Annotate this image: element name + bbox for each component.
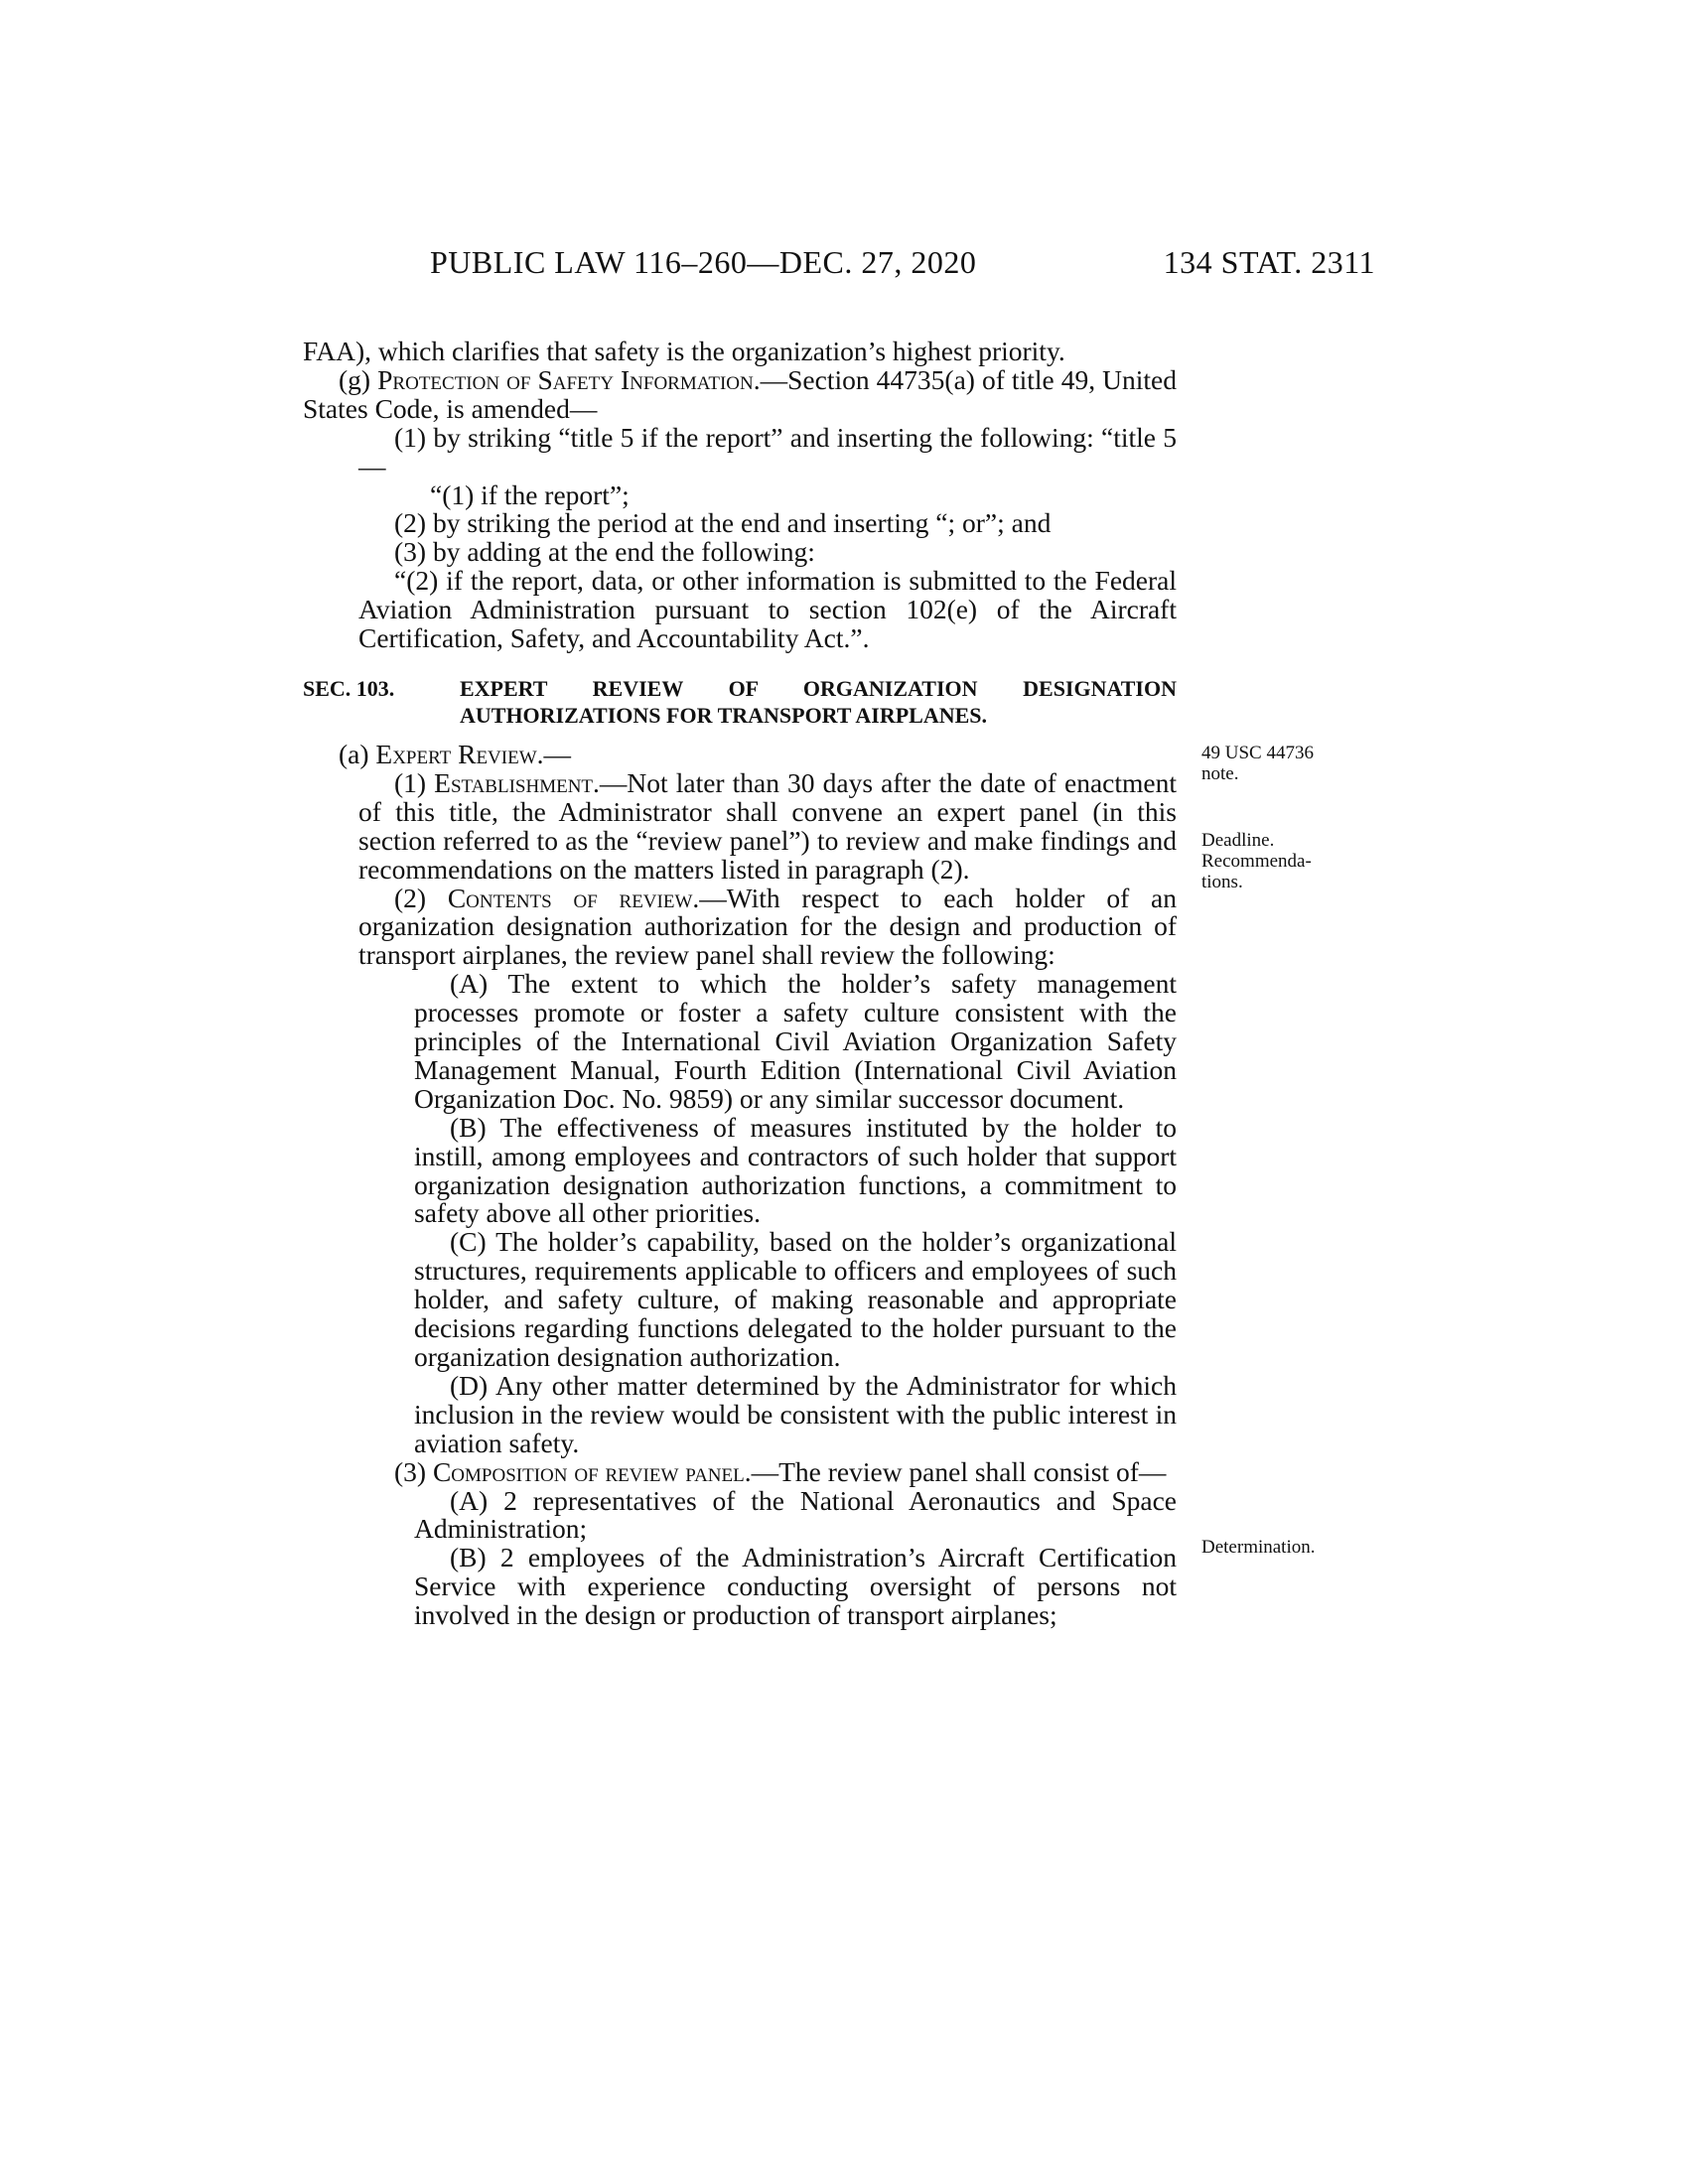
quoted-g3: “(2) if the report, data, or other information is submitted to the Federal Aviation Administration pursuant to section 102(e) of the Aircraft Certification, Safety, and Accountability Act.”.: [358, 565, 1177, 654]
paragraph-a1-text: .—Not later than 30 days after the date of enactment of this title, the Administrator shall convene an expert panel (in this section referred to as the “review panel”) to review and make findings and recommendations on the matters listed in paragraph (2).: [358, 766, 1177, 885]
margin-note-determination: [1201, 1537, 1316, 1558]
running-head-title: PUBLIC LAW 116–260—DEC. 27, 2020: [430, 244, 977, 280]
paragraph-g2: (2) by striking the period at the end and inserting “; or”; and: [394, 507, 1052, 539]
section-title-line-1: EXPERT REVIEW OF ORGANIZATION DESIGNATION: [460, 675, 1177, 701]
subparagraph-a2C: (C) The holder’s capability, based on the holder’s organizational structures, requirements applicable to officers and employees of such holder, and safety culture, of making reasonable and appropriate decisions regarding functions delegated to the holder pursuant to the organization designation authorization.: [414, 1226, 1177, 1372]
subparagraph-a3B: (B) 2 employees of the Administration’s Aircraft Certification Service with experience conducting oversight of persons not involved in the design or production of transport airplanes;: [414, 1542, 1177, 1631]
subsection-g-label: (g): [339, 363, 378, 395]
paragraph-a3-text: .—The review panel shall consist of—: [744, 1455, 1167, 1487]
margin-note-usc: [1201, 743, 1314, 784]
paragraph-a2-heading: Contents of review: [447, 882, 693, 913]
margin-note-recommendations-line-2: tions.: [1201, 872, 1243, 892]
paragraph-a2: [303, 882, 1177, 971]
margin-note-deadline: [1201, 830, 1312, 892]
subsection-a-label: (a): [339, 738, 376, 769]
subsection-g: [303, 363, 1178, 424]
paragraph-a3-label: (3): [394, 1455, 433, 1487]
paragraph-a2-label: (2): [394, 882, 448, 913]
paragraph-g1: (1) by striking “title 5 if the report” and inserting the following: “title 5—: [358, 421, 1177, 481]
subsection-a-dash: .—: [536, 738, 572, 769]
paragraph-a3: [303, 1455, 1177, 1487]
margin-note-usc-line-2: note.: [1201, 763, 1239, 784]
paragraph-a3-heading: Composition of review panel: [432, 1455, 745, 1487]
paragraph-a1: [303, 766, 1177, 885]
subsection-g-heading: Protection of Safety Information: [377, 363, 754, 395]
subsection-a: [303, 738, 1177, 769]
section-heading: [303, 675, 1177, 729]
subparagraph-a3A: (A) 2 representatives of the National Aeronautics and Space Administration;: [414, 1484, 1177, 1545]
paragraph-a1-heading: Establishment: [434, 766, 594, 798]
page-header: [303, 244, 1375, 292]
margin-note-determination-text: Determination.: [1201, 1537, 1316, 1558]
subsection-g-text: .—Section 44735(a) of title 49, United States Code, is amended—: [303, 363, 1178, 424]
paragraph-continuation: FAA), which clarifies that safety is the organization’s highest priority.: [303, 336, 1065, 366]
section-title-line-2: AUTHORIZATIONS FOR TRANSPORT AIRPLANES.: [460, 702, 987, 728]
paragraph-a2-text: .—With respect to each holder of an organization designation authorization for the design and production of transport airplanes, the review panel shall review the following:: [358, 882, 1177, 971]
section-number: SEC. 103.: [303, 675, 395, 701]
subparagraph-a2B: (B) The effectiveness of measures instituted by the holder to instill, among employees and contractors of such holder that support organization designation authorization functions, a commitment to safety above all other priorities.: [414, 1111, 1177, 1229]
statute-page-number: 134 STAT. 2311: [1163, 244, 1375, 280]
margin-note-recommendations-line-1: Recommenda-: [1201, 851, 1312, 872]
quoted-g1: “(1) if the report”;: [430, 478, 630, 510]
paragraph-a1-label: (1): [394, 766, 435, 798]
subparagraph-a2A: (A) The extent to which the holder’s safety management processes promote or foster a safety culture consistent with the principles of the International Civil Aviation Organization Safety Management Manual, Fourth Edition (International Civil Aviation Organization Doc. No. 9859) or any similar successor document.: [414, 968, 1177, 1114]
subsection-a-heading: Expert Review: [375, 738, 537, 769]
paragraph-g3: (3) by adding at the end the following:: [394, 536, 815, 568]
margin-note-deadline-text: Deadline.: [1201, 830, 1275, 851]
margin-note-usc-line-1: 49 USC 44736: [1201, 743, 1314, 763]
subparagraph-a2D: (D) Any other matter determined by the Administrator for which inclusion in the review would be consistent with the public interest in aviation safety.: [414, 1369, 1177, 1458]
body-text: [303, 338, 1177, 1630]
